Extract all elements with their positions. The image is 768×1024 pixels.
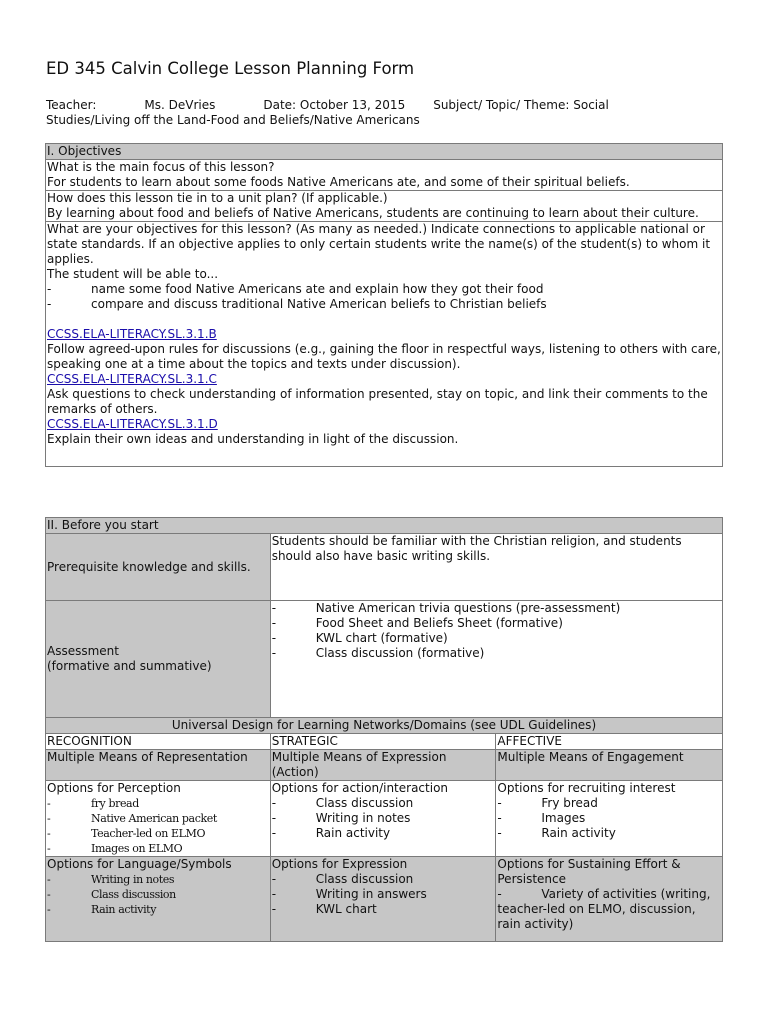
- perception-cell: [46, 781, 271, 857]
- action-item: - Writing in notes: [271, 811, 411, 825]
- objectives-header: I. Objectives: [46, 144, 723, 160]
- language-label: Options for Language/Symbols: [47, 857, 232, 871]
- objective-item: - name some food Native Americans ate and explain how they got their food: [47, 282, 544, 296]
- objectives-question: What are your objectives for this lesson? (As many as needed.) Indicate connections to applicable national or state standards. If an objective applies to only certain students write the name(s) of the student(s) to whom it applies.: [47, 222, 711, 266]
- means-engagement: Multiple Means of Engagement: [496, 750, 723, 781]
- teacher-value: Ms. DeVries: [144, 98, 216, 112]
- expression-item: - KWL chart: [271, 902, 377, 916]
- perception-item: - Teacher-led on ELMO: [47, 827, 206, 840]
- subject-label: Subject/ Topic/ Theme:: [433, 98, 570, 112]
- before-header: II. Before you start: [46, 518, 723, 534]
- prereq-label: Prerequisite knowledge and skills.: [46, 534, 271, 601]
- standard-text-d: Explain their own ideas and understanding in light of the discussion.: [47, 432, 459, 446]
- unit-tie-question: How does this lesson tie in to a unit plan? (If applicable.): [47, 191, 388, 205]
- action-label: Options for action/interaction: [271, 781, 449, 795]
- assessment-item: - KWL chart (formative): [271, 631, 448, 645]
- standard-text-c: Ask questions to check understanding of information presented, stay on topic, and link their comments to the remarks of others.: [47, 387, 708, 416]
- date-label: Date:: [263, 98, 297, 112]
- means-representation: Multiple Means of Representation: [46, 750, 271, 781]
- perception-label: Options for Perception: [47, 781, 181, 795]
- udl-col-recognition: RECOGNITION: [46, 734, 271, 750]
- standard-link-c[interactable]: CCSS.ELA-LITERACY.SL.3.1.C: [47, 372, 217, 386]
- objectives-table: [45, 143, 723, 467]
- expression-item: - Class discussion: [271, 872, 414, 886]
- focus-answer: For students to learn about some foods Native Americans ate, and some of their spiritual beliefs.: [47, 175, 630, 189]
- udl-header: Universal Design for Learning Networks/Domains (see UDL Guidelines): [46, 718, 723, 734]
- assessment-item: - Class discussion (formative): [271, 646, 485, 660]
- action-item: - Class discussion: [271, 796, 414, 810]
- standard-text-b: Follow agreed-upon rules for discussions (e.g., gaining the floor in respectful ways, listening to others with care, speaking one at a time about the topics and texts under discussion).: [47, 342, 721, 371]
- language-item: - Rain activity: [47, 903, 157, 916]
- means-expression: Multiple Means of Expression (Action): [270, 750, 496, 781]
- recruit-item: - Images: [497, 811, 586, 825]
- standard-link-b[interactable]: CCSS.ELA-LITERACY.SL.3.1.B: [47, 327, 217, 341]
- prereq-value: Students should be familiar with the Christian religion, and students should also have basic writing skills.: [270, 534, 722, 601]
- unit-tie-cell: [46, 191, 723, 222]
- form-title: ED 345 Calvin College Lesson Planning Form: [46, 59, 415, 78]
- action-cell: [270, 781, 496, 857]
- perception-item: - fry bread: [47, 797, 139, 810]
- action-item: - Rain activity: [271, 826, 391, 840]
- subject-value-2: Studies/Living off the Land-Food and Beliefs/Native Americans: [46, 112, 420, 127]
- focus-question: What is the main focus of this lesson?: [47, 160, 275, 174]
- recruit-item: - Rain activity: [497, 826, 616, 840]
- recruit-label: Options for recruiting interest: [497, 781, 676, 795]
- udl-col-affective: AFFECTIVE: [496, 734, 723, 750]
- language-item: - Writing in notes: [47, 873, 175, 886]
- sustain-label: Options for Sustaining Effort & Persistence: [497, 857, 681, 886]
- perception-item: - Images on ELMO: [47, 842, 183, 855]
- expression-label: Options for Expression: [271, 857, 408, 871]
- before-table: [45, 517, 723, 942]
- language-cell: [46, 857, 271, 942]
- date-value: October 13, 2015: [299, 98, 406, 112]
- assessment-list: [270, 601, 722, 718]
- udl-col-strategic: STRATEGIC: [270, 734, 496, 750]
- recruit-cell: [496, 781, 723, 857]
- recruit-item: - Fry bread: [497, 796, 598, 810]
- assessment-item: - Native American trivia questions (pre-assessment): [271, 601, 621, 615]
- swbat: The student will be able to...: [47, 267, 219, 281]
- expression-item: - Writing in answers: [271, 887, 427, 901]
- unit-tie-answer: By learning about food and beliefs of Native Americans, students are continuing to learn about their culture.: [47, 206, 699, 220]
- sustain-item: - Variety of activities (writing, teacher-led on ELMO, discussion, rain activity): [497, 887, 711, 931]
- sustain-cell: [496, 857, 723, 942]
- objectives-cell: [46, 222, 723, 467]
- form-meta: [46, 98, 706, 127]
- language-item: - Class discussion: [47, 888, 176, 901]
- expression-cell: [270, 857, 496, 942]
- assessment-item: - Food Sheet and Beliefs Sheet (formative): [271, 616, 563, 630]
- subject-value-1: Social: [573, 98, 609, 112]
- perception-item: - Native American packet: [47, 812, 217, 825]
- assessment-label: Assessment (formative and summative): [46, 601, 271, 718]
- objective-item: - compare and discuss traditional Native American beliefs to Christian beliefs: [47, 297, 547, 311]
- teacher-label: Teacher:: [46, 98, 97, 112]
- standard-link-d[interactable]: CCSS.ELA-LITERACY.SL.3.1.D: [47, 417, 218, 431]
- focus-cell: [46, 160, 723, 191]
